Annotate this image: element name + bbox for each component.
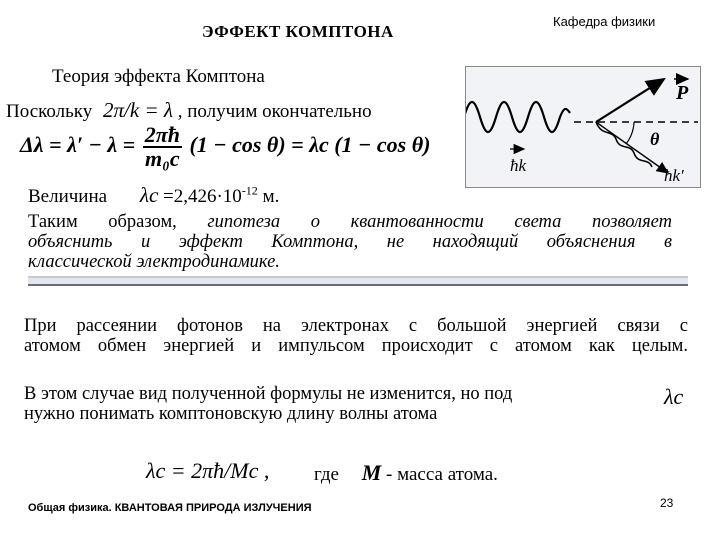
formula-numerator: 2πħ bbox=[144, 122, 180, 147]
value-number: =2,426·10 bbox=[163, 186, 242, 207]
value-unit: м. bbox=[257, 186, 280, 207]
section-divider bbox=[28, 276, 688, 286]
para3-line1: В этом случае вид полученной формулы не изменится, но под bbox=[24, 384, 513, 404]
para1-line2: объяснить и эффект Комптона, не находящий объяснения в bbox=[28, 232, 672, 252]
atom-compton-formula: λc = 2πħ/Mc , bbox=[146, 458, 270, 483]
footer-course: Общая физика. КВАНТОВАЯ ПРИРОДА ИЗЛУЧЕНИЯ bbox=[28, 502, 312, 514]
paragraph-atom-scattering bbox=[24, 316, 688, 356]
obtain-text: , получим окончательно bbox=[177, 101, 372, 122]
value-line bbox=[28, 183, 279, 208]
value-label: Величина bbox=[28, 186, 108, 207]
section-subtitle: Теория эффекта Комптона bbox=[52, 66, 265, 87]
scattering-diagram bbox=[466, 67, 702, 189]
page-number: 23 bbox=[660, 496, 674, 510]
since-formula: 2π/k = λ bbox=[103, 98, 173, 122]
para2-line1: При рассеянии фотонов на электронах с большой энергией связи с bbox=[24, 316, 688, 336]
incoming-photon-wave bbox=[466, 102, 570, 132]
theta-arc bbox=[626, 122, 634, 144]
formula-fraction bbox=[143, 124, 182, 170]
para3-lambda-symbol: λc bbox=[664, 384, 684, 409]
final-mass-symbol: M bbox=[361, 460, 382, 485]
final-where-line bbox=[314, 460, 498, 486]
para2-line2: атомом обмен энергией и импульсом происходит с атомом как целым. bbox=[24, 336, 688, 356]
formula-denominator: m₀c bbox=[145, 146, 180, 171]
final-desc: - масса атома. bbox=[386, 464, 498, 485]
formula-lambda-c: λc bbox=[309, 132, 329, 158]
para3-line2: нужно понимать комптоновскую длину волны атома bbox=[24, 404, 438, 424]
page-title: ЭФФЕКТ КОМПТОНА bbox=[202, 22, 394, 41]
para1-line1: гипотеза о квантованности света позволяет bbox=[207, 212, 673, 232]
formula-mid: (1 − cos θ) = bbox=[189, 132, 304, 158]
formula-lhs: Δλ = λ′ − λ = bbox=[20, 132, 136, 158]
since-word: Поскольку bbox=[6, 101, 93, 122]
department-label: Кафедра физики bbox=[553, 14, 656, 29]
formula-rhs: (1 − cos θ) bbox=[334, 132, 431, 158]
value-exponent: -12 bbox=[241, 183, 258, 198]
p-label: P bbox=[676, 82, 689, 104]
theta-label: θ bbox=[650, 129, 660, 149]
compton-scattering-figure bbox=[465, 66, 701, 188]
para1-lead: Таким образом, bbox=[28, 212, 177, 232]
para1-line3: классической электродинамике. bbox=[28, 252, 280, 272]
electron-momentum-arrow bbox=[596, 79, 664, 122]
value-symbol: λc bbox=[139, 183, 159, 207]
paragraph-formula-unchanged bbox=[24, 384, 512, 424]
since-line bbox=[6, 98, 372, 123]
compton-formula bbox=[20, 124, 430, 170]
paragraph-quantization bbox=[28, 212, 672, 272]
hk-label: ħk bbox=[510, 156, 527, 175]
final-where: где bbox=[314, 464, 339, 485]
hk-prime-label: ħk′ bbox=[664, 166, 684, 185]
